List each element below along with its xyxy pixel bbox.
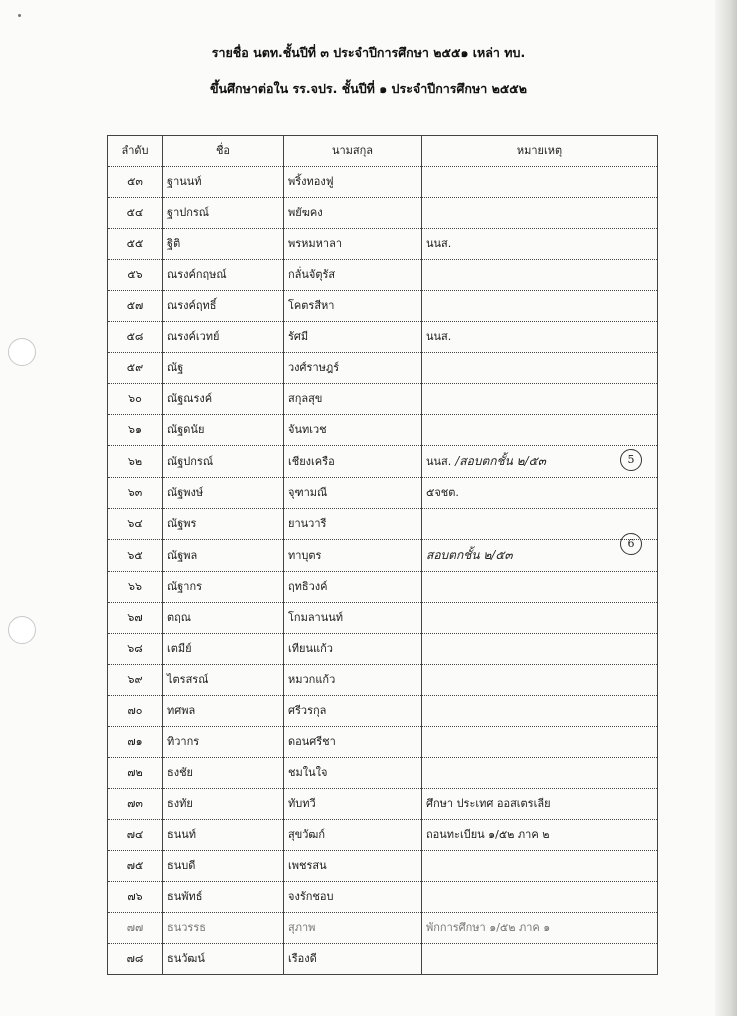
table-row	[108, 789, 658, 820]
table-row	[108, 540, 658, 572]
row-last-name	[284, 446, 422, 478]
row-number-text: ๗๗	[126, 921, 144, 934]
row-number	[108, 851, 163, 882]
circled-margin-number: 6	[620, 533, 642, 555]
row-last-name	[284, 478, 422, 509]
row-last-name-text: จุฑามณี	[288, 486, 328, 499]
row-remarks	[422, 913, 658, 944]
row-last-name-text: ทับทวี	[288, 797, 316, 810]
row-remarks	[422, 198, 658, 229]
row-last-name-text: สกุลสุข	[288, 392, 323, 405]
table-row	[108, 913, 658, 944]
row-number	[108, 260, 163, 291]
row-remarks-text: นนส.	[426, 330, 452, 343]
row-first-name-text: ไตรสรณ์	[167, 673, 209, 686]
row-last-name	[284, 944, 422, 975]
row-first-name-text: ณัฐ	[167, 361, 184, 374]
row-number	[108, 727, 163, 758]
row-remarks	[422, 415, 658, 446]
row-last-name-text: ศรีวรกุล	[288, 704, 327, 717]
row-first-name	[163, 603, 284, 634]
row-remarks	[422, 758, 658, 789]
row-number	[108, 415, 163, 446]
row-first-name-text: ณรงค์ฤทธิ์	[167, 299, 217, 312]
row-number-text: ๗๒	[127, 766, 143, 779]
row-remarks	[422, 727, 658, 758]
row-first-name	[163, 634, 284, 665]
row-number-text: ๕๔	[126, 206, 144, 219]
row-first-name	[163, 820, 284, 851]
column-header-last-name: นามสกุล	[284, 136, 422, 167]
row-number-text: ๕๘	[126, 330, 144, 343]
table-row	[108, 167, 658, 198]
row-last-name-text: กลั่นจัตุรัส	[288, 268, 336, 281]
row-last-name	[284, 198, 422, 229]
row-number	[108, 603, 163, 634]
row-remarks	[422, 260, 658, 291]
row-last-name	[284, 696, 422, 727]
row-number-text: ๖๒	[127, 454, 143, 468]
row-first-name-text: เตมีย์	[167, 642, 192, 655]
circled-margin-number: 5	[620, 449, 642, 471]
table-row	[108, 415, 658, 446]
row-last-name	[284, 260, 422, 291]
table-row	[108, 509, 658, 540]
table-row	[108, 851, 658, 882]
row-first-name	[163, 665, 284, 696]
row-last-name-text: พรหมหาลา	[288, 237, 343, 250]
row-number	[108, 820, 163, 851]
table-row	[108, 696, 658, 727]
row-last-name-text: เทียนแก้ว	[288, 642, 333, 655]
row-last-name	[284, 322, 422, 353]
row-remarks	[422, 384, 658, 415]
row-first-name-text: ณรงค์เวทย์	[167, 330, 220, 343]
row-last-name	[284, 603, 422, 634]
table-row	[108, 198, 658, 229]
row-last-name	[284, 291, 422, 322]
row-number-text: ๗๕	[126, 859, 144, 872]
row-last-name-text: หมวกแก้ว	[288, 673, 336, 686]
row-remarks	[422, 167, 658, 198]
row-first-name-text: ธนวรรธ	[167, 921, 206, 934]
row-number	[108, 229, 163, 260]
row-number-text: ๕๙	[126, 361, 144, 374]
row-number	[108, 913, 163, 944]
table-row	[108, 478, 658, 509]
row-last-name-text: สุขวัฒก์	[288, 828, 326, 841]
row-first-name-text: ธงชัย	[167, 766, 193, 779]
row-remarks	[422, 229, 658, 260]
row-remarks	[422, 882, 658, 913]
row-number-text: ๖๗	[127, 611, 143, 624]
row-number-text: ๗๔	[126, 828, 144, 841]
row-first-name-text: ฐานนท์	[167, 175, 202, 188]
row-number-text: ๗๘	[126, 952, 144, 965]
row-first-name	[163, 322, 284, 353]
handwritten-annotation: สอบตกชั้น ๒/๕๓	[426, 548, 513, 562]
row-remarks	[422, 789, 658, 820]
row-number	[108, 540, 163, 572]
row-number-text: ๗๐	[127, 704, 143, 717]
row-number	[108, 291, 163, 322]
row-first-name	[163, 260, 284, 291]
row-number-text: ๕๖	[127, 268, 143, 281]
table-row	[108, 384, 658, 415]
row-last-name-text: โคตรสีหา	[288, 299, 335, 312]
row-number	[108, 384, 163, 415]
row-remarks	[422, 291, 658, 322]
column-header-first-name: ชื่อ	[163, 136, 284, 167]
table-row	[108, 229, 658, 260]
row-last-name	[284, 665, 422, 696]
table-body	[108, 167, 658, 975]
row-last-name-text: ยานวารี	[288, 517, 327, 530]
row-first-name-text: ธนบดี	[167, 859, 196, 872]
row-first-name	[163, 229, 284, 260]
row-last-name-text: เชียงเครือ	[288, 454, 335, 468]
row-number	[108, 446, 163, 478]
row-first-name	[163, 944, 284, 975]
row-last-name-text: เรืองดี	[288, 952, 317, 965]
row-last-name	[284, 882, 422, 913]
punch-hole-icon	[8, 338, 36, 366]
row-last-name-text: ชมในใจ	[288, 766, 328, 779]
row-remarks	[422, 634, 658, 665]
row-remarks	[422, 353, 658, 384]
row-number-text: ๗๓	[127, 797, 143, 810]
row-remarks-text: ถอนทะเบียน ๑/๕๒ ภาค ๒	[426, 828, 550, 841]
row-number	[108, 696, 163, 727]
row-last-name	[284, 913, 422, 944]
row-number	[108, 478, 163, 509]
handwritten-annotation: /สอบตกชั้น ๒/๕๓	[455, 454, 546, 468]
row-number-text: ๕๕	[126, 237, 144, 250]
table-row	[108, 882, 658, 913]
table-row	[108, 260, 658, 291]
row-number	[108, 882, 163, 913]
row-remarks	[422, 603, 658, 634]
table-row	[108, 291, 658, 322]
row-number	[108, 758, 163, 789]
scan-edge-shadow	[715, 0, 737, 1016]
row-first-name	[163, 913, 284, 944]
row-remarks-text: ๕จชต.	[426, 486, 459, 499]
row-remarks	[422, 696, 658, 727]
column-header-number: ลำดับ	[108, 136, 163, 167]
table-row	[108, 603, 658, 634]
row-first-name	[163, 882, 284, 913]
row-number	[108, 353, 163, 384]
row-first-name-text: ณัฐพร	[167, 517, 197, 530]
row-last-name	[284, 851, 422, 882]
row-first-name-text: ฐิติ	[167, 237, 181, 250]
document-title-line-2: ขึ้นศึกษาต่อใน รร.จปร. ชั้นปีที่ ๑ ประจำปีการศึกษา ๒๕๕๒	[209, 81, 528, 96]
row-first-name	[163, 696, 284, 727]
row-first-name	[163, 384, 284, 415]
row-first-name-text: ณัฐากร	[167, 580, 203, 593]
row-first-name	[163, 509, 284, 540]
table-row	[108, 634, 658, 665]
table-row	[108, 572, 658, 603]
row-last-name-text: โกมลานนท์	[288, 611, 344, 624]
table-row	[108, 322, 658, 353]
row-number	[108, 322, 163, 353]
row-number-text: ๖๐	[128, 392, 142, 405]
row-first-name-text: ณัฐพงษ์	[167, 486, 204, 499]
row-number	[108, 167, 163, 198]
row-first-name-text: ธนพัทธ์	[167, 890, 203, 903]
row-number-text: ๗๖	[127, 890, 143, 903]
row-remarks-text: ศึกษา ประเทศ ออสเตรเลีย	[426, 797, 551, 810]
row-number-text: ๖๔	[127, 517, 143, 530]
row-remarks	[422, 478, 658, 509]
row-number	[108, 789, 163, 820]
row-first-name	[163, 198, 284, 229]
row-last-name	[284, 384, 422, 415]
row-remarks	[422, 572, 658, 603]
row-remarks	[422, 944, 658, 975]
row-number-text: ๖๓	[127, 486, 143, 499]
row-last-name	[284, 353, 422, 384]
row-first-name	[163, 478, 284, 509]
row-number	[108, 665, 163, 696]
row-first-name-text: ณรงค์กฤษณ์	[167, 268, 227, 281]
table-row	[108, 665, 658, 696]
scan-speck	[18, 14, 21, 17]
table-row	[108, 758, 658, 789]
row-last-name-text: รัศมี	[288, 330, 309, 343]
row-last-name	[284, 634, 422, 665]
table-header-row	[108, 136, 658, 167]
row-first-name	[163, 851, 284, 882]
row-remarks	[422, 851, 658, 882]
row-first-name	[163, 789, 284, 820]
row-first-name-text: ณัฐพล	[167, 548, 198, 562]
row-last-name-text: ดอนศรีชา	[288, 735, 336, 748]
student-roster-table	[107, 135, 658, 975]
row-first-name-text: ตฤณ	[167, 611, 192, 624]
row-number	[108, 572, 163, 603]
row-first-name-text: ธนนท์	[167, 828, 197, 841]
row-last-name-text: เพชรสน	[288, 859, 327, 872]
table-row	[108, 944, 658, 975]
row-last-name	[284, 509, 422, 540]
row-number-text: ๕๓	[127, 175, 143, 188]
row-number	[108, 944, 163, 975]
row-remarks-text: นนส.	[426, 237, 452, 250]
row-number	[108, 198, 163, 229]
table-row	[108, 446, 658, 478]
row-first-name	[163, 758, 284, 789]
row-number-text: ๖๙	[127, 673, 143, 686]
row-last-name	[284, 758, 422, 789]
row-last-name-text: สุภาพ	[288, 921, 316, 934]
table-row	[108, 820, 658, 851]
row-last-name	[284, 167, 422, 198]
row-first-name-text: ธนวัฒน์	[167, 952, 205, 965]
row-last-name	[284, 727, 422, 758]
row-remarks-text: พักการศึกษา ๑/๕๒ ภาค ๑	[426, 921, 551, 934]
row-last-name	[284, 789, 422, 820]
row-last-name-text: จงรักชอบ	[288, 890, 334, 903]
row-last-name-text: วงศ์ราษฎร์	[288, 361, 340, 374]
row-number	[108, 509, 163, 540]
row-remarks	[422, 820, 658, 851]
row-remarks	[422, 665, 658, 696]
document-title-line-1: รายชื่อ นตท.ชั้นปีที่ ๓ ประจำปีการศึกษา ๒๕๕๑ เหล่า ทบ.	[211, 45, 526, 60]
table-row	[108, 353, 658, 384]
row-first-name	[163, 353, 284, 384]
row-first-name	[163, 291, 284, 322]
row-last-name	[284, 540, 422, 572]
row-last-name-text: จันทเวช	[288, 423, 327, 436]
row-first-name	[163, 727, 284, 758]
row-first-name-text: ณัฐณรงค์	[167, 392, 213, 405]
column-header-remarks: หมายเหตุ	[422, 136, 658, 167]
row-first-name-text: ฐาปกรณ์	[167, 206, 210, 219]
punch-hole-icon	[8, 616, 36, 644]
row-last-name	[284, 229, 422, 260]
table-row	[108, 727, 658, 758]
row-last-name	[284, 572, 422, 603]
row-last-name	[284, 820, 422, 851]
row-first-name-text: ณัฐปกรณ์	[167, 454, 214, 468]
row-last-name-text: พยัฆคง	[288, 206, 323, 219]
row-first-name	[163, 540, 284, 572]
row-last-name	[284, 415, 422, 446]
row-number-text: ๖๘	[127, 642, 143, 655]
row-number-text: ๖๖	[128, 580, 142, 593]
row-first-name-text: ทศพล	[167, 704, 196, 717]
row-first-name-text: ธงทัย	[167, 797, 193, 810]
row-first-name	[163, 167, 284, 198]
row-remarks	[422, 509, 658, 540]
row-first-name-text: ณัฐดนัย	[167, 423, 205, 436]
row-first-name	[163, 415, 284, 446]
row-last-name-text: ฤทธิวงค์	[288, 580, 328, 593]
row-first-name	[163, 572, 284, 603]
row-last-name-text: พริ้งทองฟู	[288, 175, 334, 188]
row-first-name	[163, 446, 284, 478]
row-number-text: ๕๗	[126, 299, 144, 312]
row-last-name-text: ทาบุตร	[288, 548, 322, 562]
row-number-text: ๖๕	[127, 548, 143, 562]
row-number-text: ๖๑	[128, 423, 142, 436]
row-number	[108, 634, 163, 665]
row-remarks	[422, 322, 658, 353]
row-number-text: ๗๑	[127, 735, 143, 748]
row-first-name-text: ทิวากร	[167, 735, 200, 748]
row-remarks-text: นนส.	[426, 455, 452, 468]
